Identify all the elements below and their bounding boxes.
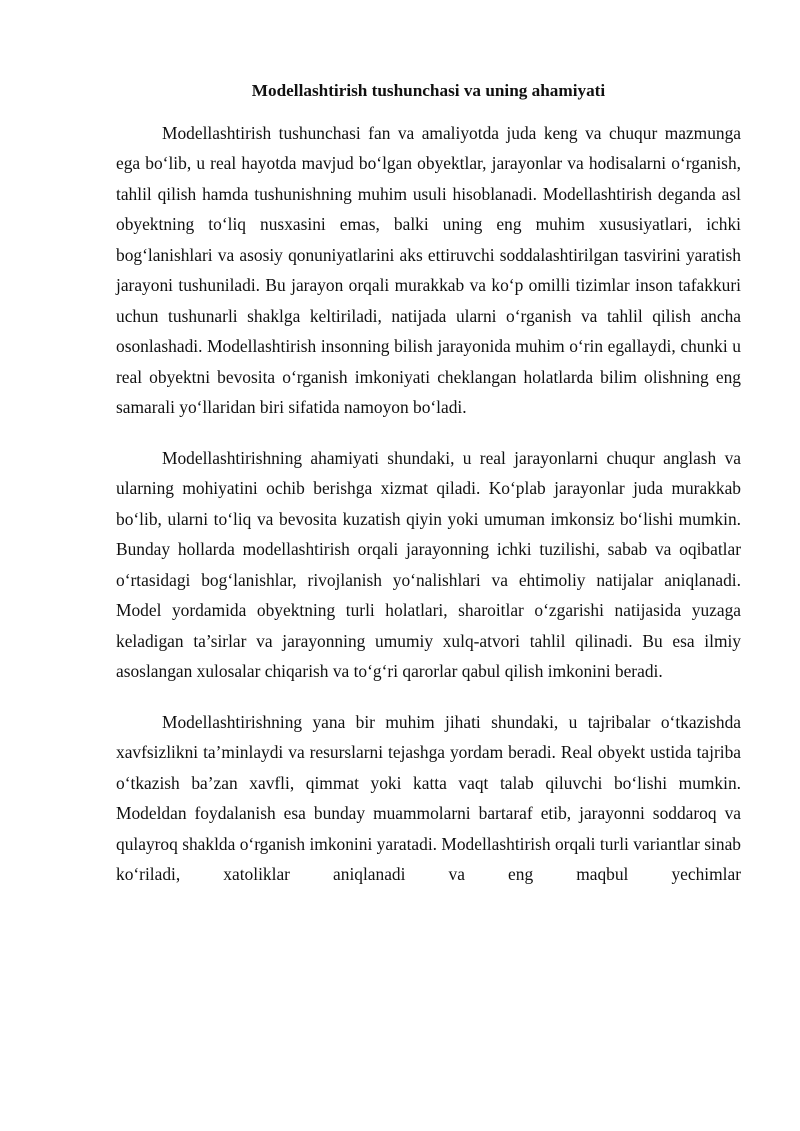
document-title: Modellashtirish tushunchasi va uning ahamiyati <box>251 81 606 100</box>
paragraph-1: Modellashtirish tushunchasi fan va amaliyotda juda keng va chuqur mazmunga ega bo‘lib, u real hayotda mavjud bo‘lgan obyektlar, jarayonlar va hodisalarni o‘rganish, tahlil qilish hamda tushunishning muhim usuli hisoblanadi. Modellashtirish deganda asl obyektning to‘liq nusxasini emas, balki uning eng muhim xususiyatlari, ichki bog‘lanishlari va asosiy qonuniyatlarini aks ettiruvchi soddalashtirilgan tasvirini yaratish jarayoni tushuniladi. Bu jarayon orqali murakkab va ko‘p omilli tizimlar inson tafakkuri uchun tushunarli shaklga keltiriladi, natijada ularni o‘rganish va tahlil qilish ancha osonlashadi. Modellashtirish insonning bilish jarayonida muhim o‘rin egallaydi, chunki u real obyektni bevosita o‘rganish imkoniyati cheklangan holatlarda bilim olishning eng samarali yo‘llaridan biri sifatida namoyon bo‘ladi. <box>116 122 741 417</box>
paragraph-3: Modellashtirishning yana bir muhim jihati shundaki, u tajribalar o‘tkazishda xavfsizlikni ta’minlaydi va resurslarni tejashga yordam beradi. Real obyekt ustida tajriba o‘tkazish ba’zan xavfli, qimmat yoki katta vaqt talab qiluvchi bo‘lishi mumkin. Modeldan foydalanish esa bunday muammolarni bartaraf etib, jarayonni soddaroq va qulayroq shaklda o‘rganish imkonini yaratadi. Modellashtirish orqali turli variantlar sinab ko‘riladi, xatoliklar aniqlanadi va eng maqbul yechimlar <box>116 711 741 884</box>
paragraph-2: Modellashtirishning ahamiyati shundaki, u real jarayonlarni chuqur anglash va ularning mohiyatini ochib berishga xizmat qiladi. Ko‘plab jarayonlar juda murakkab bo‘lib, ularni to‘liq va bevosita kuzatish qiyin yoki umuman imkonsiz bo‘lishi mumkin. Bunday hollarda modellashtirish orqali jarayonning ichki tuzilishi, sabab va oqibatlar o‘rtasidagi bog‘lanishlar, rivojlanish yo‘nalishlari va ehtimoliy natijalar aniqlanadi. Model yordamida obyektning turli holatlari, sharoitlar o‘zgarishi natijasida yuzaga keladigan ta’sirlar va jarayonning umumiy xulq-atvori tahlil qilinadi. Bu esa ilmiy asoslangan xulosalar chiqarish va to‘g‘ri qarorlar qabul qilish imkonini beradi. <box>116 447 741 681</box>
document-body <box>116 76 741 890</box>
